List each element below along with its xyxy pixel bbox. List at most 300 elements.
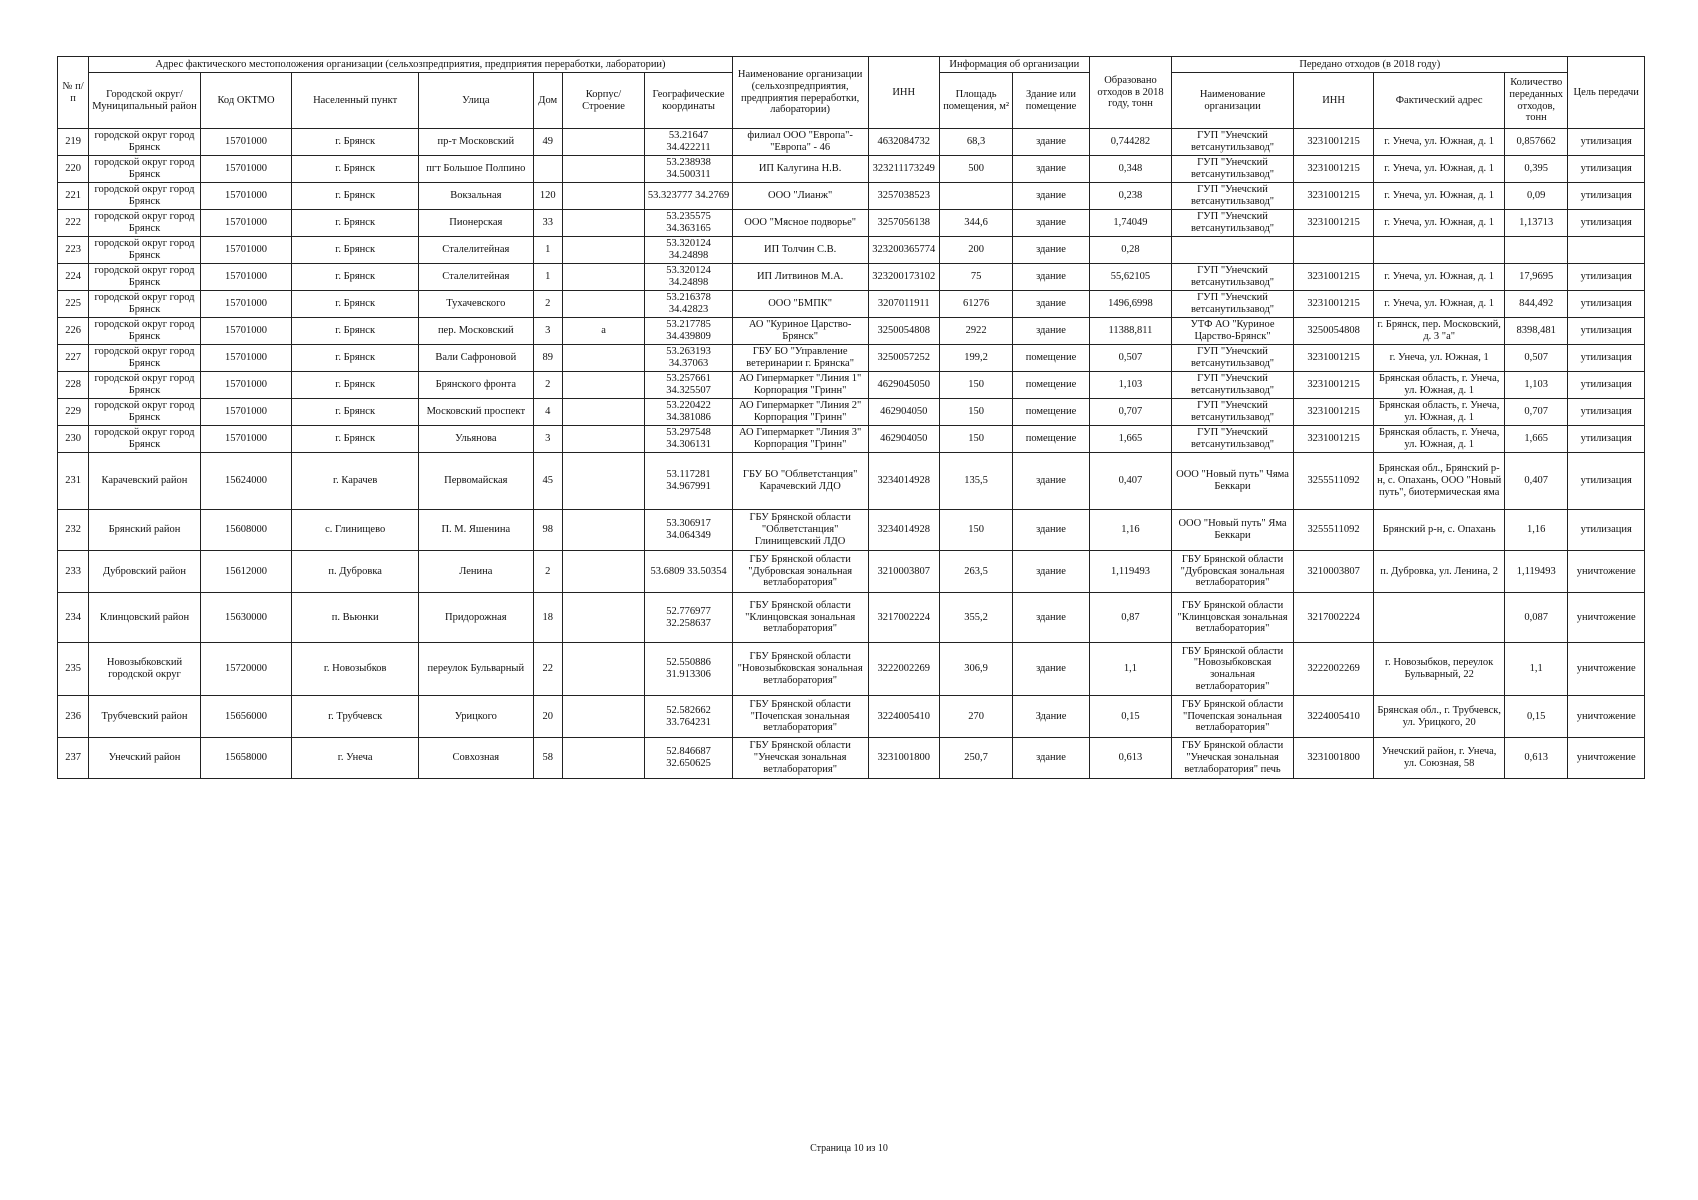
cell-generated: 0,407 <box>1089 453 1171 510</box>
table-row <box>58 738 1645 779</box>
table-row <box>58 129 1645 156</box>
cell-house <box>533 156 562 183</box>
cell-street: пр-т Московский <box>419 129 534 156</box>
cell-purpose: утилизация <box>1568 129 1645 156</box>
cell-house: 2 <box>533 372 562 399</box>
cell-building-type: здание <box>1013 237 1089 264</box>
cell-purpose: утилизация <box>1568 210 1645 237</box>
header-district: Городской округ/Муниципальный район <box>89 73 201 129</box>
cell-building-type: помещение <box>1013 399 1089 426</box>
cell-recv-name: ГУП "Унечский ветсанутильзавод" <box>1172 426 1294 453</box>
header-address-group: Адрес фактического местоположения организации (сельхозпредприятия, предприятия переработки, лаборатории) <box>89 57 733 73</box>
cell-recv-inn: 3222002269 <box>1293 643 1373 696</box>
cell-building-type: здание <box>1013 156 1089 183</box>
cell-settlement: п. Вьюнки <box>292 593 419 643</box>
cell-district: городской округ город Брянск <box>89 129 201 156</box>
cell-recv-inn: 3224005410 <box>1293 696 1373 738</box>
cell-recv-inn <box>1293 237 1373 264</box>
cell-oktmo: 15701000 <box>200 156 292 183</box>
cell-recv-name <box>1172 237 1294 264</box>
cell-recv-address: г. Новозыбков, переулок Бульварный, 22 <box>1374 643 1505 696</box>
cell-recv-name: ГУП "Унечский ветсанутильзавод" <box>1172 291 1294 318</box>
cell-org-name: ИП Толчин С.В. <box>732 237 868 264</box>
cell-building <box>562 510 644 551</box>
table-row <box>58 291 1645 318</box>
cell-street: Ульянова <box>419 426 534 453</box>
cell-purpose: утилизация <box>1568 399 1645 426</box>
cell-recv-name: ГБУ Брянской области "Клинцовская зональная ветлаборатория" <box>1172 593 1294 643</box>
cell-inn: 3231001800 <box>868 738 939 779</box>
cell-house: 1 <box>533 264 562 291</box>
table-row <box>58 696 1645 738</box>
cell-house: 4 <box>533 399 562 426</box>
cell-purpose: утилизация <box>1568 291 1645 318</box>
cell-inn: 3234014928 <box>868 510 939 551</box>
cell-district: Новозыбковский городской округ <box>89 643 201 696</box>
cell-num: 230 <box>58 426 89 453</box>
cell-inn: 323200365774 <box>868 237 939 264</box>
cell-recv-name: ГУП "Унечский ветсанутильзавод" <box>1172 156 1294 183</box>
cell-inn: 3224005410 <box>868 696 939 738</box>
cell-inn: 462904050 <box>868 426 939 453</box>
cell-settlement: г. Брянск <box>292 156 419 183</box>
cell-building <box>562 399 644 426</box>
cell-recv-inn: 3231001800 <box>1293 738 1373 779</box>
cell-oktmo: 15701000 <box>200 372 292 399</box>
cell-street: Вокзальная <box>419 183 534 210</box>
cell-recv-address: г. Брянск, пер. Московский, д. 3 "а" <box>1374 318 1505 345</box>
cell-purpose: утилизация <box>1568 264 1645 291</box>
cell-house: 2 <box>533 291 562 318</box>
cell-recv-name: ГУП "Унечский ветсанутильзавод" <box>1172 399 1294 426</box>
cell-org-name: ИП Литвинов М.А. <box>732 264 868 291</box>
cell-building <box>562 291 644 318</box>
header-recv-inn: ИНН <box>1293 73 1373 129</box>
cell-oktmo: 15656000 <box>200 696 292 738</box>
cell-generated: 0,707 <box>1089 399 1171 426</box>
table-row <box>58 156 1645 183</box>
cell-recv-address: г. Унеча, ул. Южная, д. 1 <box>1374 156 1505 183</box>
cell-generated: 0,613 <box>1089 738 1171 779</box>
cell-district: городской округ город Брянск <box>89 183 201 210</box>
cell-generated: 1,103 <box>1089 372 1171 399</box>
cell-inn: 3234014928 <box>868 453 939 510</box>
cell-area: 355,2 <box>939 593 1012 643</box>
cell-purpose: утилизация <box>1568 156 1645 183</box>
cell-recv-address <box>1374 237 1505 264</box>
cell-building <box>562 372 644 399</box>
cell-area: 2922 <box>939 318 1012 345</box>
header-building: Корпус/Строение <box>562 73 644 129</box>
cell-purpose: уничтожение <box>1568 551 1645 593</box>
cell-building-type: здание <box>1013 593 1089 643</box>
cell-recv-inn: 3231001215 <box>1293 426 1373 453</box>
cell-settlement: г. Брянск <box>292 237 419 264</box>
table-row <box>58 210 1645 237</box>
cell-oktmo: 15701000 <box>200 291 292 318</box>
cell-settlement: г. Брянск <box>292 210 419 237</box>
cell-purpose: утилизация <box>1568 510 1645 551</box>
cell-amount: 1,16 <box>1505 510 1568 551</box>
table-row <box>58 643 1645 696</box>
cell-house: 33 <box>533 210 562 237</box>
cell-org-name: ГБУ Брянской области "Почепская зональная ветлаборатория" <box>732 696 868 738</box>
cell-coords: 53.235575 34.363165 <box>645 210 733 237</box>
cell-org-name: филиал ООО "Европа"- "Европа" - 46 <box>732 129 868 156</box>
cell-street: Пионерская <box>419 210 534 237</box>
cell-inn: 3217002224 <box>868 593 939 643</box>
table-header <box>58 57 1645 129</box>
table-row <box>58 237 1645 264</box>
header-generated: Образовано отходов в 2018 году, тонн <box>1089 57 1171 129</box>
cell-purpose: утилизация <box>1568 183 1645 210</box>
cell-area: 344,6 <box>939 210 1012 237</box>
cell-street: Урицкого <box>419 696 534 738</box>
cell-amount: 844,492 <box>1505 291 1568 318</box>
cell-building <box>562 551 644 593</box>
cell-coords: 52.846687 32.650625 <box>645 738 733 779</box>
cell-area: 199,2 <box>939 345 1012 372</box>
cell-area: 263,5 <box>939 551 1012 593</box>
cell-area: 150 <box>939 399 1012 426</box>
cell-district: городской округ город Брянск <box>89 372 201 399</box>
cell-area <box>939 183 1012 210</box>
cell-recv-address <box>1374 593 1505 643</box>
cell-num: 225 <box>58 291 89 318</box>
cell-area: 270 <box>939 696 1012 738</box>
cell-district: городской округ город Брянск <box>89 264 201 291</box>
table-row <box>58 318 1645 345</box>
cell-building <box>562 345 644 372</box>
cell-district: Унечский район <box>89 738 201 779</box>
cell-building-type: здание <box>1013 264 1089 291</box>
cell-settlement: г. Карачев <box>292 453 419 510</box>
table-body <box>58 129 1645 779</box>
cell-num: 224 <box>58 264 89 291</box>
cell-coords: 52.550886 31.913306 <box>645 643 733 696</box>
cell-inn: 3250054808 <box>868 318 939 345</box>
cell-recv-address: п. Дубровка, ул. Ленина, 2 <box>1374 551 1505 593</box>
cell-settlement: п. Дубровка <box>292 551 419 593</box>
cell-coords: 53.220422 34.381086 <box>645 399 733 426</box>
cell-amount: 0,09 <box>1505 183 1568 210</box>
cell-recv-address: г. Унеча, ул. Южная, д. 1 <box>1374 210 1505 237</box>
cell-building <box>562 156 644 183</box>
header-recv-name: Наименование организации <box>1172 73 1294 129</box>
cell-oktmo: 15624000 <box>200 453 292 510</box>
cell-coords: 53.306917 34.064349 <box>645 510 733 551</box>
cell-oktmo: 15701000 <box>200 210 292 237</box>
cell-area: 75 <box>939 264 1012 291</box>
cell-generated: 0,507 <box>1089 345 1171 372</box>
table-row <box>58 551 1645 593</box>
cell-settlement: г. Брянск <box>292 345 419 372</box>
cell-district: городской округ город Брянск <box>89 318 201 345</box>
cell-num: 220 <box>58 156 89 183</box>
cell-purpose: уничтожение <box>1568 643 1645 696</box>
cell-recv-inn: 3250054808 <box>1293 318 1373 345</box>
cell-recv-address: Брянская обл., Брянский р-н, с. Опахань, ООО "Новый путь", биотермическая яма <box>1374 453 1505 510</box>
cell-coords: 53.238938 34.500311 <box>645 156 733 183</box>
cell-inn: 4629045050 <box>868 372 939 399</box>
cell-settlement: г. Брянск <box>292 372 419 399</box>
cell-district: Трубчевский район <box>89 696 201 738</box>
cell-coords: 52.582662 33.764231 <box>645 696 733 738</box>
cell-district: городской округ город Брянск <box>89 156 201 183</box>
cell-oktmo: 15720000 <box>200 643 292 696</box>
cell-recv-inn: 3231001215 <box>1293 156 1373 183</box>
cell-oktmo: 15701000 <box>200 345 292 372</box>
cell-house: 58 <box>533 738 562 779</box>
cell-amount: 0,087 <box>1505 593 1568 643</box>
cell-coords: 53.323777 34.2769 <box>645 183 733 210</box>
cell-recv-address: Брянская область, г. Унеча, ул. Южная, д. 1 <box>1374 426 1505 453</box>
cell-generated: 0,87 <box>1089 593 1171 643</box>
cell-org-name: ГБУ Брянской области "Дубровская зональная ветлаборатория" <box>732 551 868 593</box>
cell-org-name: ГБУ Брянской области "Унечская зональная ветлаборатория" <box>732 738 868 779</box>
cell-recv-inn: 3231001215 <box>1293 264 1373 291</box>
cell-settlement: г. Новозыбков <box>292 643 419 696</box>
cell-inn: 3250057252 <box>868 345 939 372</box>
cell-building <box>562 738 644 779</box>
cell-district: городской округ город Брянск <box>89 237 201 264</box>
cell-coords: 53.320124 34.24898 <box>645 264 733 291</box>
cell-inn: 3257038523 <box>868 183 939 210</box>
cell-recv-inn: 3231001215 <box>1293 291 1373 318</box>
header-info-group: Информация об организации <box>939 57 1089 73</box>
cell-recv-address: г. Унеча, ул. Южная, д. 1 <box>1374 264 1505 291</box>
cell-settlement: г. Брянск <box>292 264 419 291</box>
cell-org-name: ГБУ Брянской области "Клинцовская зональная ветлаборатория" <box>732 593 868 643</box>
cell-coords: 53.263193 34.37063 <box>645 345 733 372</box>
cell-recv-address: г. Унеча, ул. Южная, 1 <box>1374 345 1505 372</box>
cell-recv-address: г. Унеча, ул. Южная, д. 1 <box>1374 129 1505 156</box>
cell-num: 229 <box>58 399 89 426</box>
cell-org-name: АО "Куриное Царство- Брянск" <box>732 318 868 345</box>
cell-generated: 55,62105 <box>1089 264 1171 291</box>
cell-house: 89 <box>533 345 562 372</box>
cell-generated: 1,74049 <box>1089 210 1171 237</box>
cell-house: 2 <box>533 551 562 593</box>
cell-building-type: здание <box>1013 318 1089 345</box>
cell-inn: 323200173102 <box>868 264 939 291</box>
page-number: Страница 10 из 10 <box>810 1143 888 1154</box>
cell-recv-address: Брянская обл., г. Трубчевск, ул. Урицкого, 20 <box>1374 696 1505 738</box>
cell-purpose <box>1568 237 1645 264</box>
cell-amount: 17,9695 <box>1505 264 1568 291</box>
header-street: Улица <box>419 73 534 129</box>
table-row <box>58 426 1645 453</box>
cell-settlement: г. Трубчевск <box>292 696 419 738</box>
cell-amount: 1,13713 <box>1505 210 1568 237</box>
table-row <box>58 399 1645 426</box>
cell-street: Тухачевского <box>419 291 534 318</box>
cell-recv-inn: 3231001215 <box>1293 372 1373 399</box>
cell-recv-address: Унечский район, г. Унеча, ул. Союзная, 58 <box>1374 738 1505 779</box>
cell-num: 233 <box>58 551 89 593</box>
header-org-name: Наименование организации (сельхозпредприятия, предприятия переработки, лаборатории) <box>732 57 868 129</box>
cell-house: 22 <box>533 643 562 696</box>
cell-coords: 53.297548 34.306131 <box>645 426 733 453</box>
cell-building-type: Здание <box>1013 696 1089 738</box>
cell-oktmo: 15608000 <box>200 510 292 551</box>
cell-building-type: здание <box>1013 291 1089 318</box>
cell-purpose: утилизация <box>1568 453 1645 510</box>
cell-house: 18 <box>533 593 562 643</box>
cell-building <box>562 426 644 453</box>
cell-building-type: помещение <box>1013 345 1089 372</box>
cell-inn: 3210003807 <box>868 551 939 593</box>
table-row <box>58 453 1645 510</box>
cell-purpose: утилизация <box>1568 372 1645 399</box>
cell-building-type: здание <box>1013 510 1089 551</box>
cell-org-name: АО Гипермаркет "Линия 2" Корпорация "Гринн" <box>732 399 868 426</box>
cell-area: 150 <box>939 510 1012 551</box>
cell-org-name: ООО "БМПК" <box>732 291 868 318</box>
cell-district: городской округ город Брянск <box>89 291 201 318</box>
cell-num: 235 <box>58 643 89 696</box>
cell-amount: 0,15 <box>1505 696 1568 738</box>
cell-recv-name: ООО "Новый путь" Яма Беккари <box>1172 510 1294 551</box>
cell-district: Карачевский район <box>89 453 201 510</box>
cell-generated: 0,28 <box>1089 237 1171 264</box>
cell-recv-inn: 3231001215 <box>1293 183 1373 210</box>
cell-recv-inn: 3255511092 <box>1293 510 1373 551</box>
waste-table <box>57 56 1645 779</box>
cell-recv-inn: 3231001215 <box>1293 129 1373 156</box>
table-row <box>58 593 1645 643</box>
cell-building <box>562 183 644 210</box>
cell-num: 228 <box>58 372 89 399</box>
cell-street: Московский проспект <box>419 399 534 426</box>
cell-house: 3 <box>533 426 562 453</box>
cell-recv-name: ГБУ Брянской области "Почепская зональная ветлаборатория" <box>1172 696 1294 738</box>
cell-street: пгт Большое Полпино <box>419 156 534 183</box>
cell-num: 237 <box>58 738 89 779</box>
cell-house: 3 <box>533 318 562 345</box>
cell-building <box>562 643 644 696</box>
cell-inn: 4632084732 <box>868 129 939 156</box>
cell-settlement: г. Брянск <box>292 129 419 156</box>
cell-house: 1 <box>533 237 562 264</box>
cell-recv-name: ГУП "Унечский ветсанутильзавод" <box>1172 372 1294 399</box>
cell-house: 98 <box>533 510 562 551</box>
cell-generated: 11388,811 <box>1089 318 1171 345</box>
cell-district: Дубровский район <box>89 551 201 593</box>
cell-purpose: утилизация <box>1568 345 1645 372</box>
cell-generated: 1,1 <box>1089 643 1171 696</box>
cell-recv-address: г. Унеча, ул. Южная, д. 1 <box>1374 183 1505 210</box>
cell-street: Сталелитейная <box>419 237 534 264</box>
cell-coords: 53.257661 34.325507 <box>645 372 733 399</box>
cell-building <box>562 593 644 643</box>
cell-org-name: ИП Калугина Н.В. <box>732 156 868 183</box>
cell-num: 227 <box>58 345 89 372</box>
cell-inn: 3222002269 <box>868 643 939 696</box>
table-row <box>58 345 1645 372</box>
cell-oktmo: 15630000 <box>200 593 292 643</box>
cell-recv-inn: 3231001215 <box>1293 399 1373 426</box>
cell-recv-inn: 3231001215 <box>1293 210 1373 237</box>
cell-house: 45 <box>533 453 562 510</box>
cell-recv-name: ООО "Новый путь" Чяма Беккари <box>1172 453 1294 510</box>
cell-oktmo: 15701000 <box>200 129 292 156</box>
cell-district: Клинцовский район <box>89 593 201 643</box>
cell-coords: 53.21647 34.422211 <box>645 129 733 156</box>
cell-building <box>562 453 644 510</box>
cell-generated: 1496,6998 <box>1089 291 1171 318</box>
cell-district: Брянский район <box>89 510 201 551</box>
cell-building-type: помещение <box>1013 372 1089 399</box>
cell-area: 150 <box>939 426 1012 453</box>
cell-num: 232 <box>58 510 89 551</box>
cell-inn: 3257056138 <box>868 210 939 237</box>
header-amount: Количество переданных отходов, тонн <box>1505 73 1568 129</box>
cell-area: 306,9 <box>939 643 1012 696</box>
cell-coords: 53.217785 34.439809 <box>645 318 733 345</box>
header-transfer-group: Передано отходов (в 2018 году) <box>1172 57 1568 73</box>
cell-street: Придорожная <box>419 593 534 643</box>
cell-area: 500 <box>939 156 1012 183</box>
cell-amount: 8398,481 <box>1505 318 1568 345</box>
cell-org-name: ООО "Мясное подворье" <box>732 210 868 237</box>
header-num: № п/п <box>58 57 89 129</box>
cell-recv-name: ГБУ Брянской области "Дубровская зональная ветлаборатория" <box>1172 551 1294 593</box>
cell-amount: 1,665 <box>1505 426 1568 453</box>
header-coords: Географические координаты <box>645 73 733 129</box>
cell-purpose: утилизация <box>1568 318 1645 345</box>
cell-org-name: ГБУ Брянской области "Облветстанция" Глинищевский ЛДО <box>732 510 868 551</box>
cell-street: Совхозная <box>419 738 534 779</box>
cell-generated: 0,15 <box>1089 696 1171 738</box>
cell-recv-name: ГУП "Унечский ветсанутильзавод" <box>1172 183 1294 210</box>
cell-oktmo: 15701000 <box>200 426 292 453</box>
cell-inn: 323211173249 <box>868 156 939 183</box>
cell-settlement: г. Брянск <box>292 426 419 453</box>
cell-street: Брянского фронта <box>419 372 534 399</box>
cell-purpose: уничтожение <box>1568 593 1645 643</box>
cell-area: 61276 <box>939 291 1012 318</box>
cell-oktmo: 15612000 <box>200 551 292 593</box>
cell-amount <box>1505 237 1568 264</box>
cell-oktmo: 15701000 <box>200 318 292 345</box>
cell-recv-inn: 3217002224 <box>1293 593 1373 643</box>
cell-recv-name: ГУП "Унечский ветсанутильзавод" <box>1172 345 1294 372</box>
cell-building-type: здание <box>1013 453 1089 510</box>
cell-settlement: г. Брянск <box>292 399 419 426</box>
cell-building <box>562 264 644 291</box>
cell-building <box>562 696 644 738</box>
header-settlement: Населенный пункт <box>292 73 419 129</box>
cell-org-name: ГБУ Брянской области "Новозыбковская зональная ветлаборатория" <box>732 643 868 696</box>
header-oktmo: Код ОКТМО <box>200 73 292 129</box>
cell-org-name: ГБУ БО "Облветстанция" Карачевский ЛДО <box>732 453 868 510</box>
cell-org-name: АО Гипермаркет "Линия 3" Корпорация "Гринн" <box>732 426 868 453</box>
cell-amount: 1,1 <box>1505 643 1568 696</box>
cell-recv-name: УТФ АО "Куриное Царство-Брянск" <box>1172 318 1294 345</box>
cell-building-type: здание <box>1013 551 1089 593</box>
table-row <box>58 183 1645 210</box>
cell-street: пер. Московский <box>419 318 534 345</box>
cell-amount: 0,507 <box>1505 345 1568 372</box>
cell-building-type: здание <box>1013 738 1089 779</box>
table-row <box>58 264 1645 291</box>
cell-street: Ленина <box>419 551 534 593</box>
cell-area: 68,3 <box>939 129 1012 156</box>
cell-amount: 1,103 <box>1505 372 1568 399</box>
cell-oktmo: 15701000 <box>200 237 292 264</box>
cell-num: 236 <box>58 696 89 738</box>
